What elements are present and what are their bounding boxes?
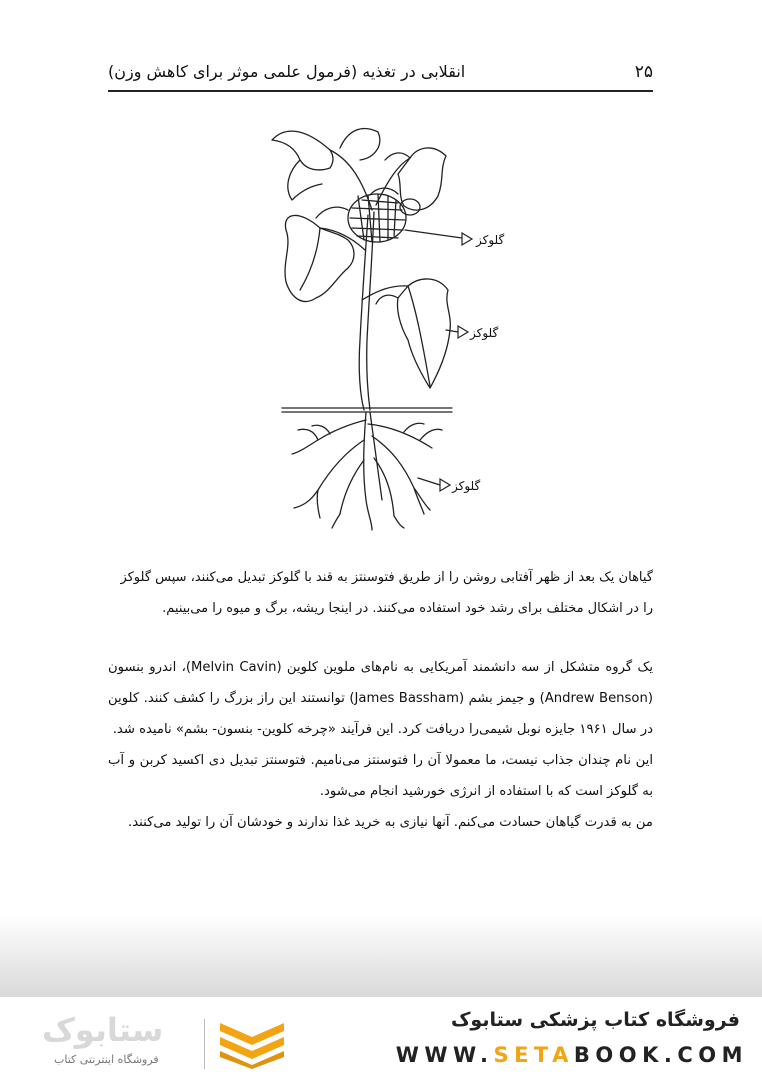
logo-wordmark: ستابوک bbox=[42, 1011, 164, 1049]
paragraph: من به قدرت گیاهان حسادت می‌کنم. آنها نیازی به خرید غذا ندارند و خودشان آن را تولید می‌کنند. bbox=[128, 815, 653, 830]
logo-subtitle: فروشگاه اینترنتی کتاب bbox=[54, 1053, 159, 1066]
page-bottom-shadow bbox=[0, 915, 762, 997]
url-prefix: WWW. bbox=[395, 1043, 494, 1067]
glucose-label-leaf: گلوکز bbox=[470, 326, 499, 340]
book-stack-logo-icon bbox=[216, 1017, 288, 1069]
glucose-label-fruit: گلوکز bbox=[476, 233, 505, 247]
body-text bbox=[108, 652, 653, 838]
logo-divider bbox=[204, 1019, 205, 1069]
page-number: ۲۵ bbox=[634, 62, 653, 82]
url-suffix: BOOK.COM bbox=[573, 1043, 748, 1067]
caption-line: گیاهان یک بعد از ظهر آفتابی روشن را از طریق فتوسنتز به قند با گلوکز تبدیل می‌کنند، سپس گلوکز bbox=[120, 570, 653, 585]
glucose-label-root: گلوکز bbox=[452, 479, 481, 493]
caption-line: را در اشکال مختلف برای رشد خود استفاده می‌کنند. در اینجا ریشه، برگ و میوه را می‌بینیم. bbox=[162, 601, 653, 616]
url-accent: SETA bbox=[493, 1043, 574, 1067]
store-banner bbox=[0, 997, 762, 1080]
seta-logo bbox=[34, 1011, 198, 1071]
store-url[interactable] bbox=[396, 1043, 748, 1067]
figure-caption bbox=[108, 562, 653, 624]
paragraph: یک گروه متشکل از سه دانشمند آمریکایی به نام‌های ملوین کلوین (Melvin Cavin)، اندرو بنسون (Andrew Benson) و جیمز بشم (James Bassham) توانستند این راز بزرگ را کشف کنند. کلوین در سال ۱۹۶۱ جایزه نوبل شیمی‌را دریافت کرد. این فرآیند «چرخه کلوین- بنسون- بشم» نامیده شد. bbox=[108, 660, 653, 737]
store-name: فروشگاه کتاب پزشکی ستابوک bbox=[450, 1009, 740, 1031]
running-title: انقلابی در تغذیه (فرمول علمی موثر برای کاهش وزن) bbox=[108, 62, 466, 81]
paragraph: این نام چندان جذاب نیست، ما معمولا آن را فتوسنتز می‌نامیم. فتوسنتز تبدیل دی اکسید کربن و آب به گلوکز است که با استفاده از انرژی خورشید انجام می‌شود. bbox=[108, 753, 653, 799]
